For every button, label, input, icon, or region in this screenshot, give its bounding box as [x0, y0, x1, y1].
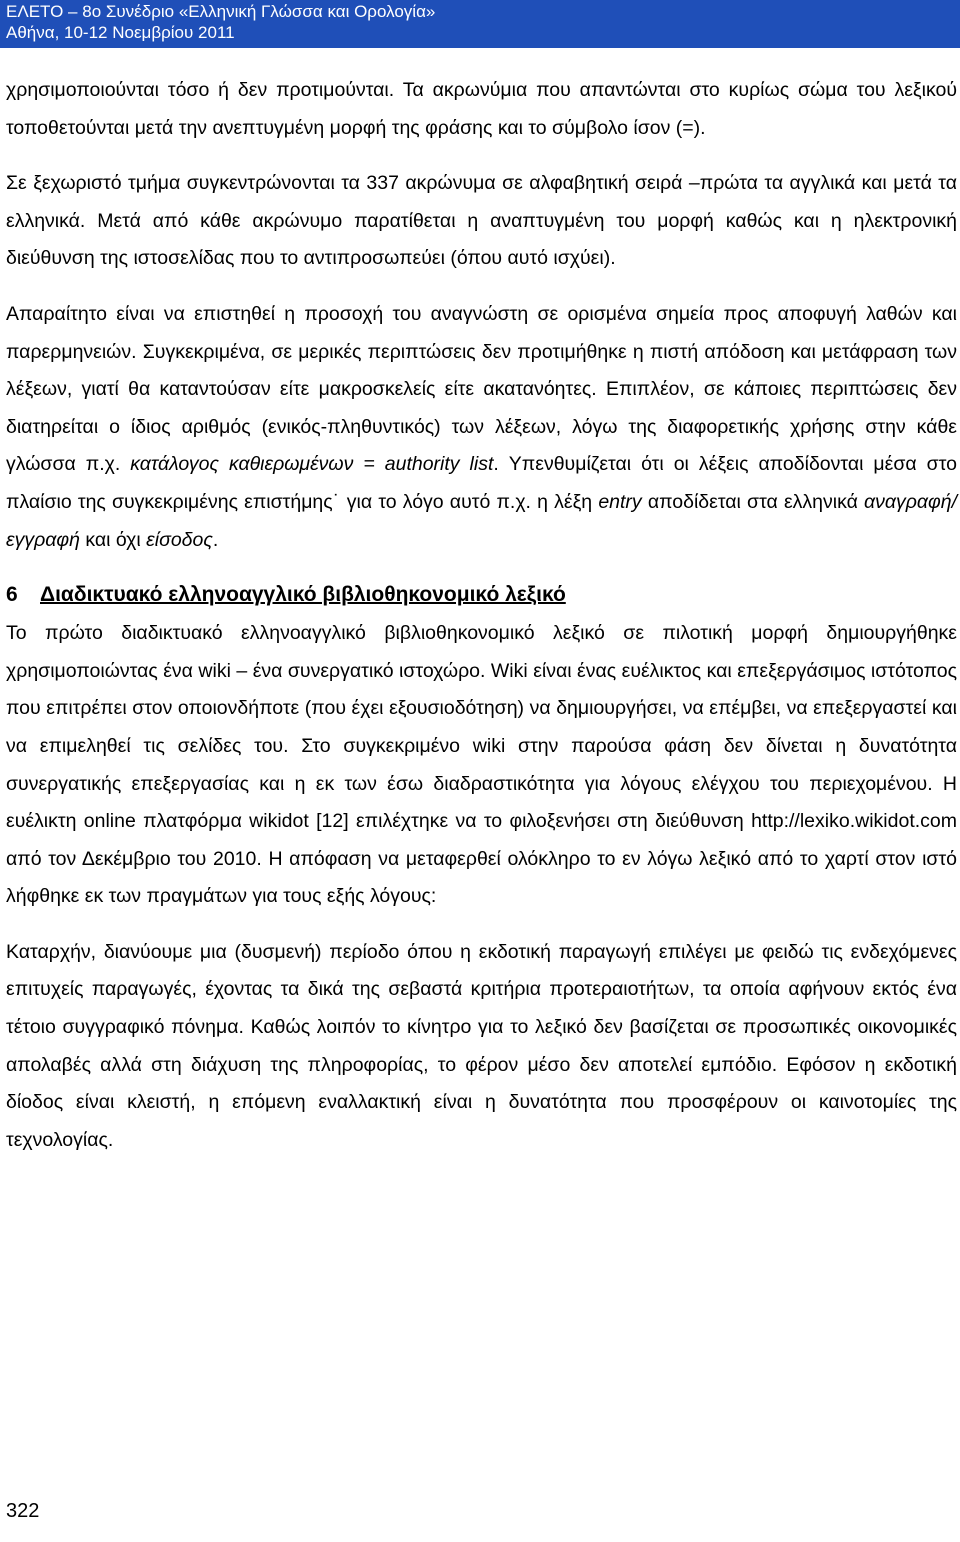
section-number: 6 — [6, 583, 18, 607]
paragraph-reader-notes — [6, 296, 957, 559]
italic-term-anagrafi: αναγραφή/εγγραφή — [6, 490, 958, 551]
paragraph-wiki-dictionary: Το πρώτο διαδικτυακό ελληνοαγγλικό βιβλιοθηκονομικό λεξικό σε πιλοτική μορφή δημιουργήθηκε χρησιμοποιώντας ένα wiki – ένα συνεργατικό ιστοχώρο. Wiki είναι ένας ευέλικτος και επεξεργάσιμος ιστότοπος που επιτρέπει στον οποιονδήποτε (που έχει εξουσιοδότηση) να δημιουργήσει, να επέμβει, να επεξεργαστεί και να επιμεληθεί τις σελίδες του. Στο συγκεκριμένο wiki στην παρούσα φάση δεν δίνεται η δυνατότητα συνεργατικής επεξεργασίας και η εκ των έσω διαδραστικότητα για λόγους ελέγχου του περιεχομένου. Η ευέλικτη online πλατφόρμα wikidot [12] επιλέχτηκε να το φιλοξενήσει στη διεύθυνση http://lexiko.wikidot.com από τον Δεκέμβριο του 2010. Η απόφαση να μεταφερθεί ολόκληρο το εν λόγω λεξικό από το χαρτί στον ιστό λήφθηκε εκ των πραγμάτων για τους εξής λόγους: — [6, 622, 957, 908]
italic-term-eisodos: είσοδος — [146, 528, 213, 551]
page-number: 322 — [6, 1500, 40, 1522]
section-title: Διαδικτυακό ελληνοαγγλικό βιβλιοθηκονομικό λεξικό — [40, 583, 566, 607]
header-location-date: Αθήνα, 10-12 Νοεμβρίου 2011 — [6, 23, 235, 42]
paragraph-acronyms-section: Σε ξεχωριστό τμήμα συγκεντρώνονται τα 337 ακρώνυμα σε αλφαβητική σειρά –πρώτα τα αγγλικά και μετά τα ελληνικά. Μετά από κάθε ακρώνυμο παρατίθεται η αναπτυγμένη του μορφή καθώς και η ηλεκτρονική διεύθυνση της ιστοσελίδας που το αντιπροσωπεύει (όπου αυτό ισχύει). — [6, 172, 957, 270]
header-conference-title: ΕΛΕΤΟ – 8ο Συνέδριο «Ελληνική Γλώσσα και Ορολογία» — [6, 2, 436, 21]
text-run: Απαραίτητο είναι να επιστηθεί η προσοχή του αναγνώστη σε ορισμένα σημεία προς αποφυγή λαθών και παρερμηνειών. Συγκεκριμένα, σε μερικές περιπτώσεις δεν προτιμήθηκε η πιστή απόδοση και μετάφραση των λέξεων, γιατί θα καταντούσαν είτε μακροσκελείς είτε ακατανόητες. Επιπλέον, σε κάποιες περιπτώσεις δεν διατηρείται ο ίδιος αριθμός (ενικός-πληθυντικός) των λέξεων, λόγω της διαφορετικής χρήσης στην κάθε γλώσσα π.χ. — [6, 302, 957, 476]
document-body — [6, 72, 957, 1177]
italic-term-authority-list: κατάλογος καθιερωμένων = authority list — [130, 453, 494, 476]
text-run: . — [212, 528, 219, 551]
italic-term-entry: entry — [598, 490, 642, 513]
text-run: αποδίδεται στα ελληνικά — [641, 490, 865, 513]
text-run: και όχι — [79, 528, 147, 551]
paragraph-reasons: Καταρχήν, διανύουμε μια (δυσμενή) περίοδο όπου η εκδοτική παραγωγή επιλέγει με φειδώ τις ενδεχόμενες επιτυχείς παραγωγές, έχοντας τα δικά της σεβαστά κριτήρια προτεραιοτήτων, τα οποία αφήνουν εκτός ένα τέτοιο συγγραφικό πόνημα. Καθώς λοιπόν το κίνητρο για το λεξικό δεν βασίζεται σε προσωπικές οικονομικές απολαβές αλλά στη διάχυση της πληροφορίας, το φέρον μέσο δεν αποτελεί εμπόδιο. Εφόσον η εκδοτική δίοδος είναι κλειστή, η επόμενη εναλλακτική είναι η δυνατότητα που προσφέρουν οι καινοτομίες της τεχνολογίας. — [6, 940, 957, 1151]
paragraph-acronyms-usage: χρησιμοποιούνται τόσο ή δεν προτιμούνται. Τα ακρωνύμια που απαντώνται στο κυρίως σώμα του λεξικού τοποθετούνται μετά την ανεπτυγμένη μορφή της φράσης και το σύμβολο ίσον (=). — [6, 79, 957, 139]
running-header — [0, 0, 960, 48]
section-heading — [6, 577, 957, 613]
text-run: . Υπενθυμίζεται ότι οι λέξεις αποδίδονται μέσα στο πλαίσιο της συγκεκριμένης επιστήμης˙ για το λόγο αυτό π.χ. η λέξη — [6, 453, 957, 513]
